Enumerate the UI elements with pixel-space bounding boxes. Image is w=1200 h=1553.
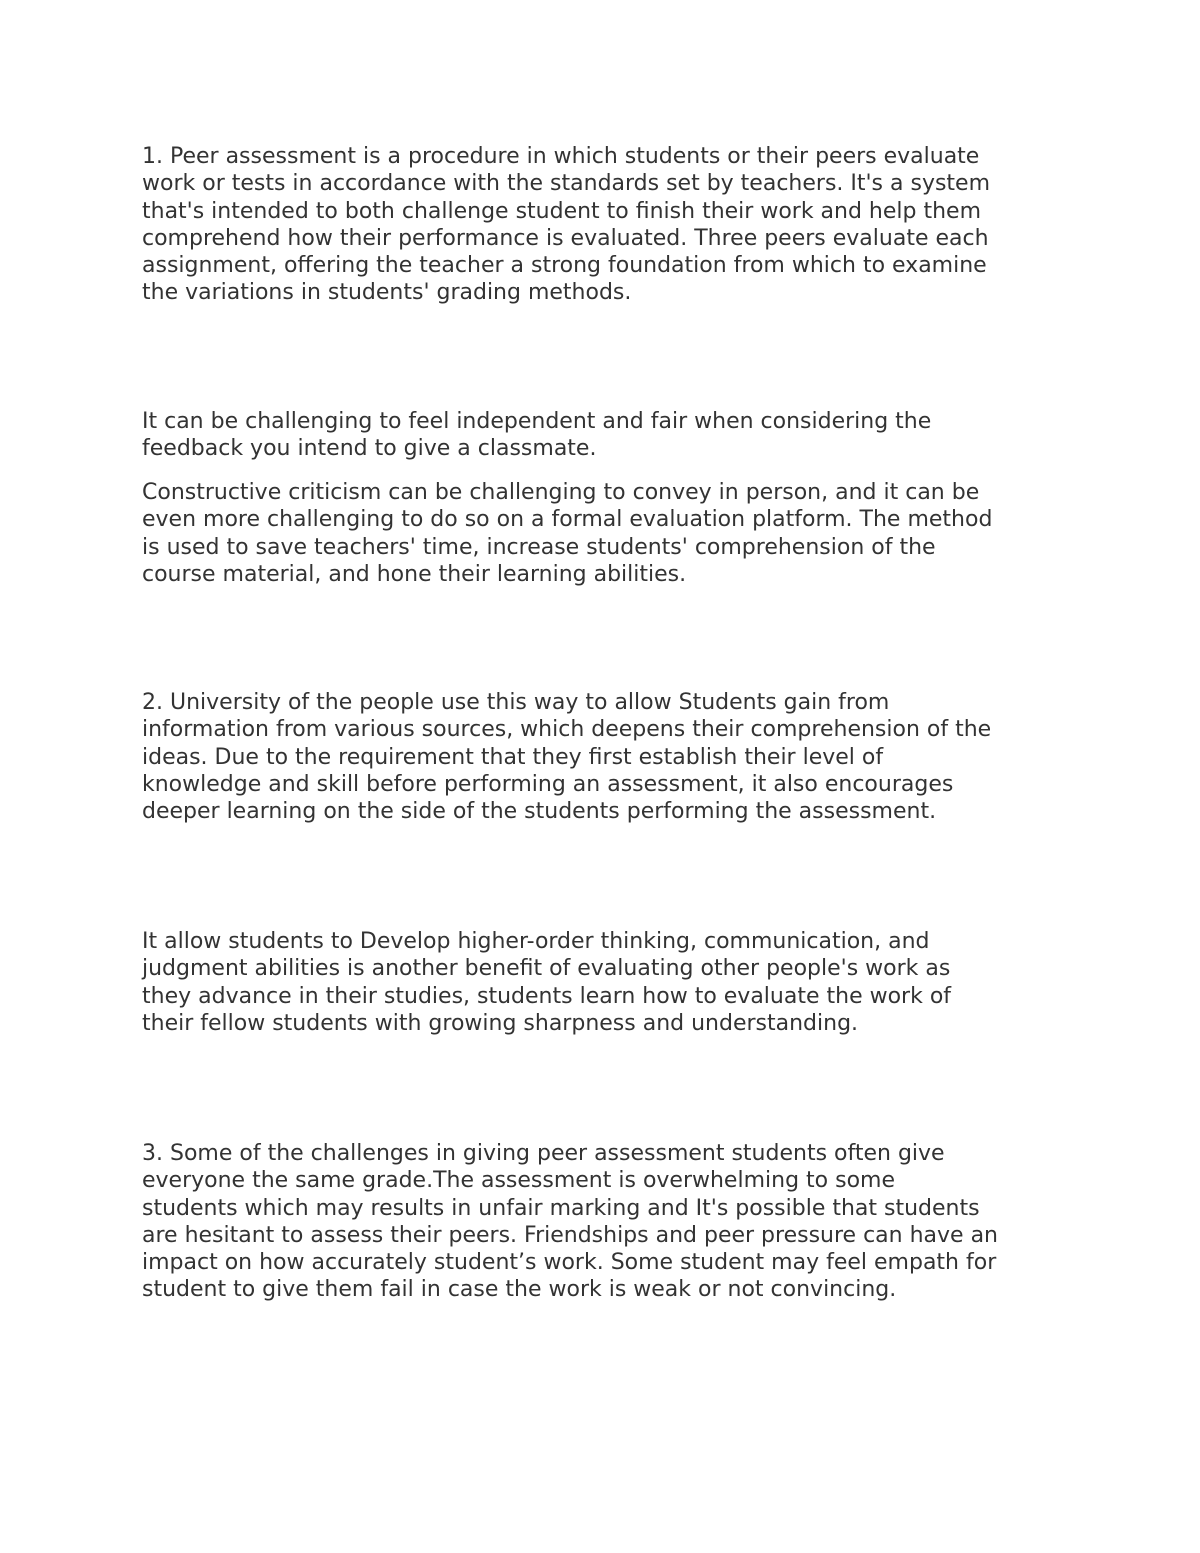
paragraph-peer-assessment-definition: 1. Peer assessment is a procedure in which students or their peers evaluate work or tests in accordance with the standards set by teachers. It's a system that's intended to both challenge student to finish their work and help them comprehend how their performance is evaluated. Three peers evaluate each assignment, offering the teacher a strong foundation from which to examine the variations in students' grading methods. xyxy=(142,144,991,306)
paragraph-university-of-the-people: 2. University of the people use this way to allow Students gain from information from various sources, which deepens their comprehension of the ideas. Due to the requirement that they first establish their level of knowledge and skill before performing an assessment, it also encourages deeper learning on the side of the students performing the assessment. xyxy=(142,690,992,825)
paragraph-higher-order-thinking: It allow students to Develop higher-order thinking, communication, and judgment abilities is another benefit of evaluating other people's work as they advance in their studies, students learn how to evaluate the work of their fellow students with growing sharpness and understanding. xyxy=(142,929,952,1036)
paragraph-constructive-criticism: Constructive criticism can be challenging to convey in person, and it can be even more challenging to do so on a formal evaluation platform. The method is used to save teachers' time, increase students' comprehension of the course material, and hone their learning abilities. xyxy=(142,480,993,587)
paragraph-independence-challenge: It can be challenging to feel independent and fair when considering the feedback you intend to give a classmate. xyxy=(142,409,932,462)
paragraph-challenges: 3. Some of the challenges in giving peer assessment students often give everyone the same grade.The assessment is overwhelming to some students which may results in unfair marking and It's possible that students are hesitant to assess their peers. Friendships and peer pressure can have an impact on how accurately student’s work. Some student may feel empath for student to give them fail in case the work is weak or not convincing. xyxy=(142,1141,998,1303)
